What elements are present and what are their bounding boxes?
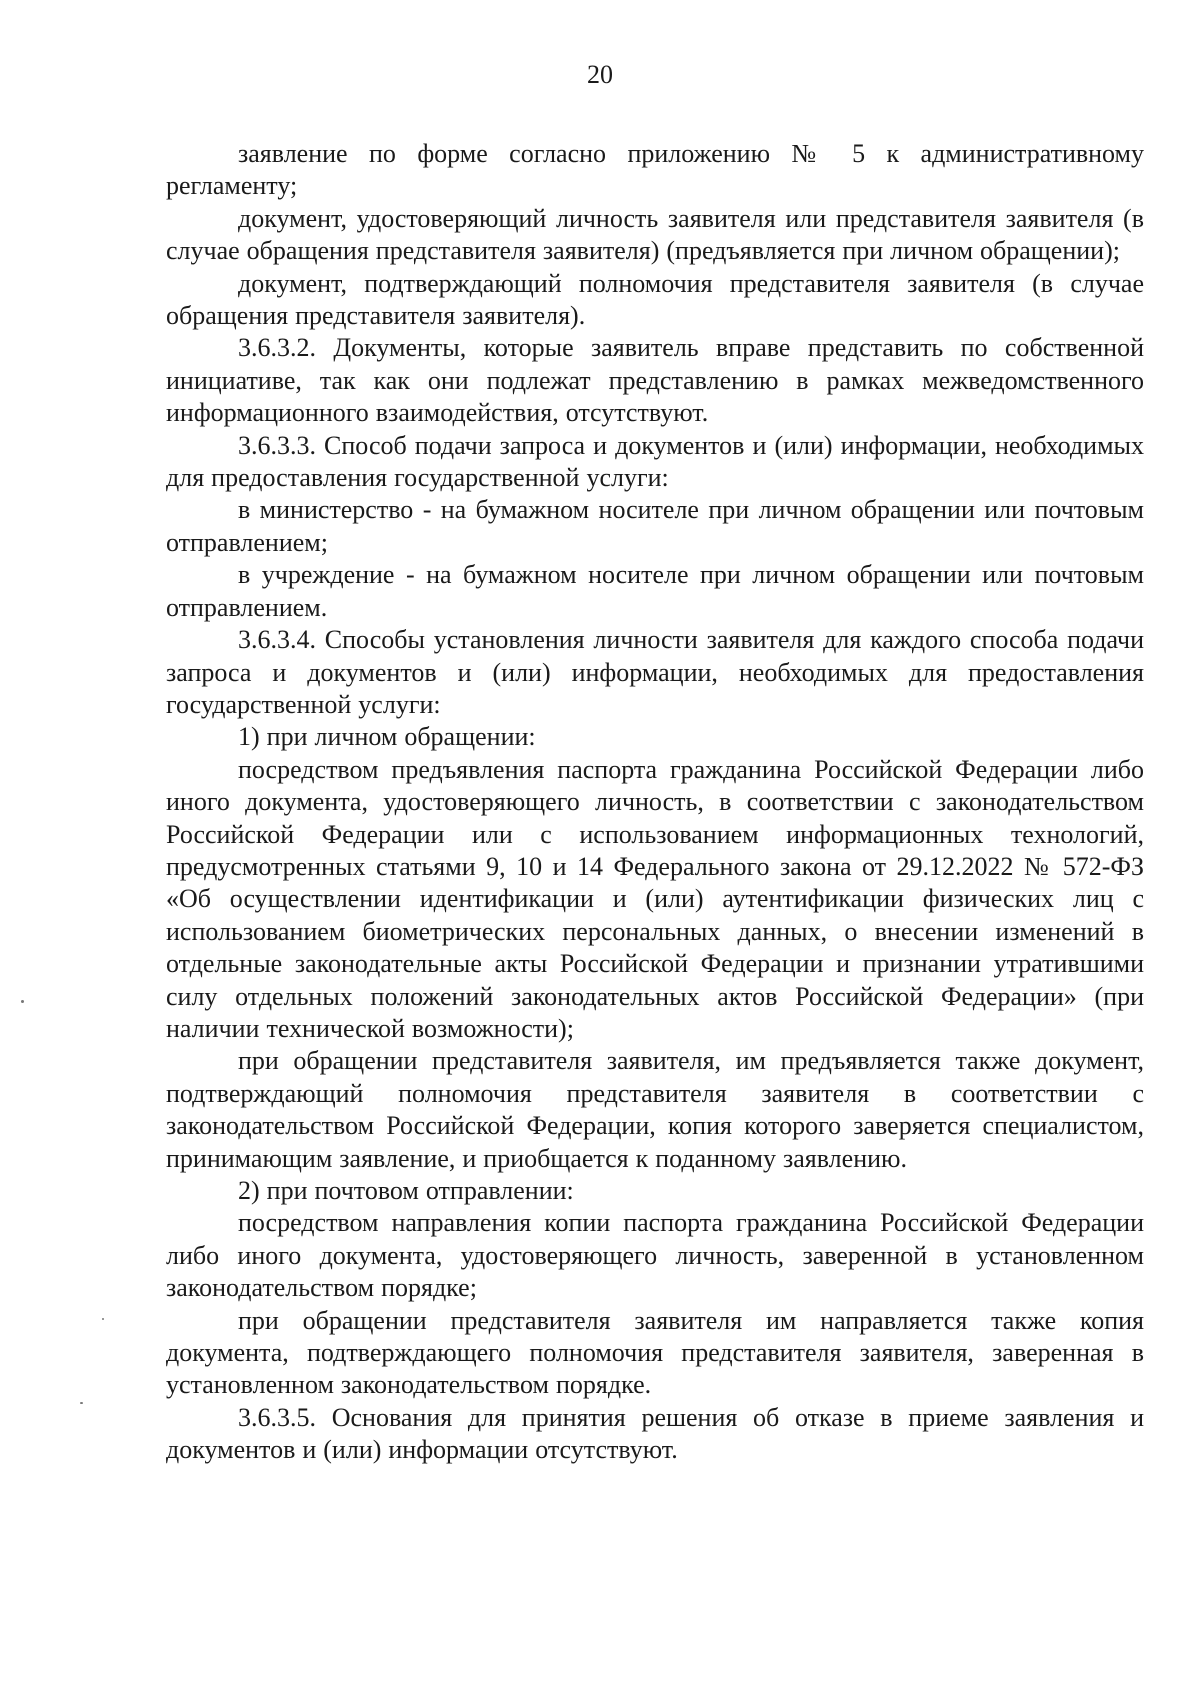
scan-speck	[102, 1318, 104, 1320]
paragraph: 3.6.3.3. Способ подачи запроса и документов и (или) информации, необходимых для предоставления государственной услуги:	[166, 430, 1144, 493]
document-body	[166, 138, 1144, 1467]
paragraph: в учреждение - на бумажном носителе при личном обращении или почтовым отправлением.	[166, 560, 1144, 622]
paragraph: 3.6.3.4. Способы установления личности заявителя для каждого способа подачи запроса и документов и (или) информации, необходимых для предоставления государственной услуги:	[166, 625, 1144, 719]
paragraph: в министерство - на бумажном носителе при личном обращении или почтовым отправлением;	[166, 495, 1144, 557]
paragraph: 2) при почтовом отправлении:	[238, 1176, 574, 1205]
paragraph: при обращении представителя заявителя им направляется также копия документа, подтверждающего полномочия представителя заявителя, заверенная в установленном законодательством порядке.	[166, 1305, 1144, 1400]
scan-speck	[80, 1402, 83, 1404]
paragraph: заявление по форме согласно приложению № 5 к административному регламенту;	[166, 139, 1144, 201]
scan-speck	[21, 1000, 24, 1003]
paragraph: при обращении представителя заявителя, им предъявляется также документ, подтверждающий полномочия представителя заявителя в соответствии с законодательством Российской Федерации, копия которого заверяется специалистом, принимающим заявление, и приобщается к поданному заявлению.	[166, 1046, 1144, 1173]
paragraph: 3.6.3.5. Основания для принятия решения об отказе в приеме заявления и документов и (или) информации отсутствуют.	[166, 1402, 1144, 1465]
paragraph: посредством направления копии паспорта гражданина Российской Федерации либо иного документа, удостоверяющего личность, заверенной в установленном законодательством порядке;	[166, 1208, 1144, 1303]
paragraph: документ, подтверждающий полномочия представителя заявителя (в случае обращения представителя заявителя).	[166, 268, 1144, 331]
paragraph: документ, удостоверяющий личность заявителя или представителя заявителя (в случае обращения представителя заявителя) (предъявляется при личном обращении);	[166, 203, 1144, 266]
page-number: 20	[587, 60, 613, 89]
paragraph: посредством предъявления паспорта гражданина Российской Федерации либо иного документа, удостоверяющего личность, в соответствии с законодательством Российской Федерации или с использованием информационных технологий, предусмотренных статьями 9, 10 и 14 Федерального закона от 29.12.2022 № 572-ФЗ «Об осуществлении идентификации и (или) аутентификации физических лиц с использованием биометрических персональных данных, о внесении изменений в отдельные законодательные акты Российской Федерации и признании утратившими силу отдельных положений законодательных актов Российской Федерации» (при наличии технической возможности);	[166, 754, 1144, 1043]
paragraph: 1) при личном обращении:	[238, 722, 536, 752]
paragraph: 3.6.3.2. Документы, которые заявитель вправе представить по собственной инициативе, так как они подлежат представлению в рамках межведомственного информационного взаимодействия, отсутствуют.	[166, 333, 1144, 428]
